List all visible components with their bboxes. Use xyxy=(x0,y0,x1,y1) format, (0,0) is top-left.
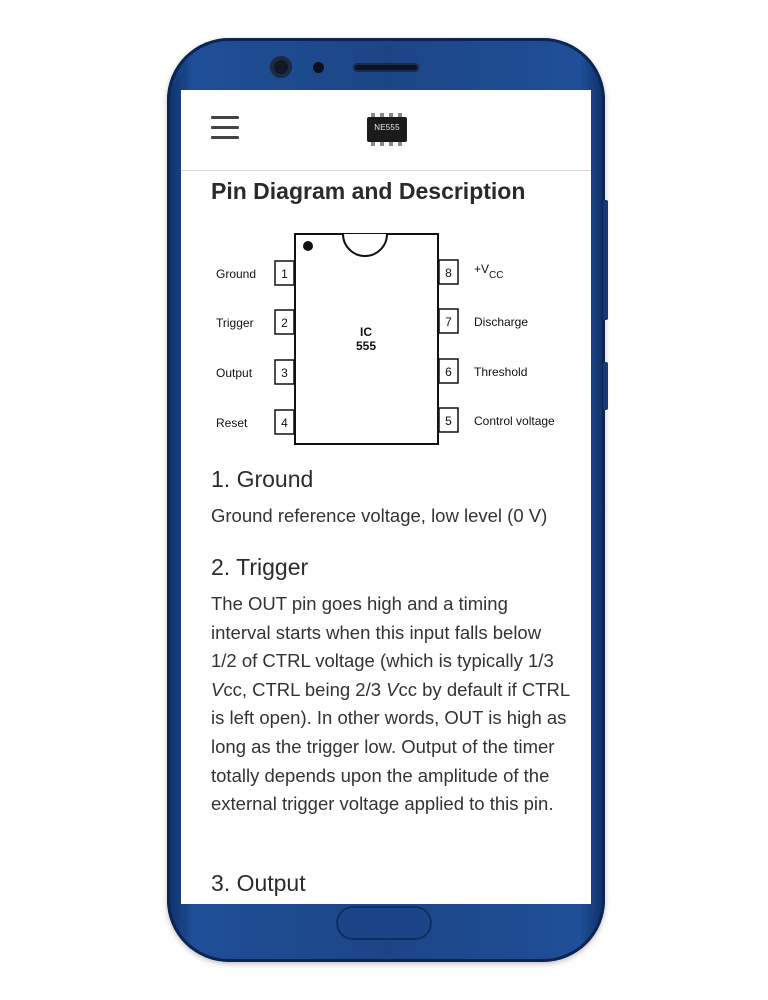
pin-4 xyxy=(216,410,294,434)
pin-label-reset: Reset xyxy=(216,416,248,430)
page-title: Pin Diagram and Description xyxy=(211,178,526,204)
pin1-marker xyxy=(303,241,313,251)
app-bar xyxy=(181,90,591,171)
pin-1 xyxy=(216,261,294,285)
pin-2 xyxy=(216,310,294,334)
pin-5 xyxy=(439,408,555,432)
pin-label-control-voltage: Control voltage xyxy=(474,414,555,428)
hamburger-menu-icon[interactable] xyxy=(211,116,241,140)
logo-text: NE555 xyxy=(374,123,400,132)
proximity-sensor xyxy=(313,62,324,73)
pin-3 xyxy=(216,360,294,384)
pin-8 xyxy=(439,260,503,284)
pin-label-discharge: Discharge xyxy=(474,315,529,329)
section-body-trigger: The OUT pin goes high and a timing interval starts when this input falls below 1/2 of CTRL voltage (which is typically 1/3 Vcc, CTRL being 2/3 Vcc by default if CTRL is left open). In other words, OUT is high as long as the trigger low. Output of the timer totally depends upon the amplitude of the external trigger voltage applied to this pin. xyxy=(211,593,570,815)
svg-text:2: 2 xyxy=(281,316,288,330)
svg-text:7: 7 xyxy=(445,315,452,329)
svg-text:5: 5 xyxy=(445,414,452,428)
earpiece-speaker xyxy=(353,63,419,72)
volume-button xyxy=(603,200,608,320)
pin-label-ground: Ground xyxy=(216,267,257,281)
svg-text:8: 8 xyxy=(445,266,452,280)
pin-label-trigger: Trigger xyxy=(216,316,254,330)
chip-label-ic: IC xyxy=(360,325,372,339)
chip-label-555: 555 xyxy=(355,339,377,353)
front-camera xyxy=(270,56,292,78)
pin-label-threshold: Threshold xyxy=(474,365,528,379)
section-heading-output: 3. Output xyxy=(211,870,306,896)
app-screen xyxy=(181,90,591,904)
svg-text:6: 6 xyxy=(445,365,452,379)
app-logo xyxy=(365,112,409,148)
pin-label-output: Output xyxy=(216,366,253,380)
ic555-pin-diagram xyxy=(211,228,571,458)
home-button[interactable] xyxy=(336,906,432,940)
power-button xyxy=(603,362,608,410)
pin-6 xyxy=(439,359,527,383)
pin-7 xyxy=(439,309,528,333)
section-heading-ground: 1. Ground xyxy=(211,466,314,492)
section-heading-trigger: 2. Trigger xyxy=(211,554,309,580)
svg-text:1: 1 xyxy=(281,267,288,281)
section-body-ground: Ground reference voltage, low level (0 V) xyxy=(211,505,548,526)
svg-text:4: 4 xyxy=(281,416,288,430)
pin-label-vcc: $+V_{CC}$ xyxy=(474,262,504,281)
svg-text:3: 3 xyxy=(281,366,288,380)
